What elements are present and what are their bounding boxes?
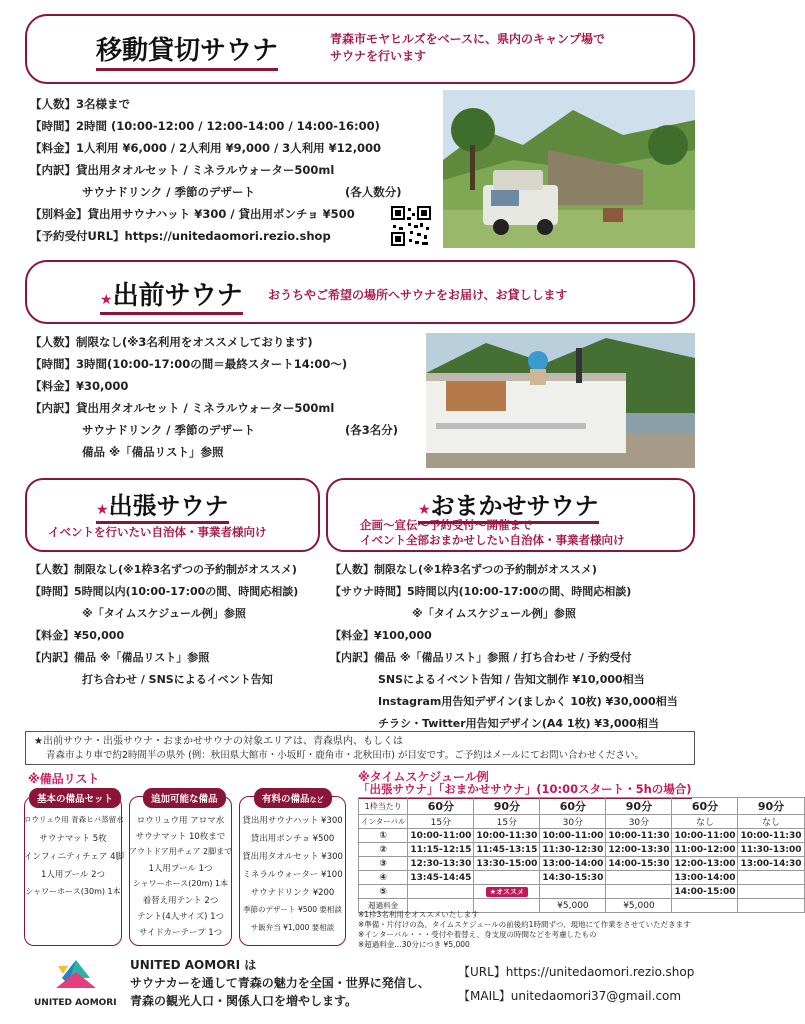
delivery-price: 【料金】¥30,000 [30, 379, 129, 393]
schedule-table [358, 797, 805, 913]
equipment-extra-item: 着替え用テント 2つ [142, 896, 219, 906]
business-time: 【時間】5時間以内(10:00-17:00の間、時間応相談) [30, 585, 299, 598]
time-cell [606, 871, 672, 885]
mobile-price: 【料金】1人利用 ¥6,000 / 2人利用 ¥9,000 / 3人利用 ¥12,000 [30, 141, 382, 155]
interval-value: 30分 [606, 815, 672, 829]
omakase-sauna-title: おまかせサウナ [430, 492, 599, 520]
business-sauna-subtitle: イベントを行いたい自治体・事業者様向け [48, 525, 267, 539]
delivery-contents-note: (各3名分) [345, 423, 399, 437]
logo-text: UNITED AOMORI [34, 998, 117, 1008]
time-cell: 12:00-13:00 [672, 857, 738, 871]
equipment-paid-title-suffix: など [309, 796, 324, 804]
mobile-options: 【別料金】貸出用サウナハット ¥300 / 貸出用ポンチョ ¥500 [30, 207, 355, 221]
equipment-paid-item: 貸出用ポンチョ ¥500 [250, 834, 335, 844]
schedule-heading: ※タイムスケジュール例 [358, 770, 489, 784]
slot-label: 1枠当たり [359, 798, 408, 815]
schedule-note: ※1枠3名利用をオススメいたします [358, 910, 479, 919]
business-time-note: ※「タイムスケジュール例」参照 [82, 607, 246, 620]
time-cell [738, 871, 804, 885]
equipment-basic-item: 1人用プール 2つ [40, 870, 106, 880]
business-sauna-title-wrap [96, 486, 229, 524]
interval-value: 15分 [408, 815, 474, 829]
time-cell: 13:45-14:45 [408, 871, 474, 885]
mobile-time: 【時間】2時間 (10:00-12:00 / 12:00-14:00 / 14:00-16:00) [30, 119, 380, 133]
time-cell [540, 885, 606, 899]
schedule-subheading: 「出張サウナ」「おまかせサウナ」(10:00スタート・5hの場合) [358, 781, 692, 799]
sauna-truck-river-photo [426, 333, 695, 468]
extra-fee [738, 899, 804, 913]
schedule-notes [358, 910, 691, 950]
time-cell: 11:45-13:15 [474, 843, 540, 857]
extra-fee: ¥5,000 [540, 899, 606, 913]
schedule-row [359, 871, 805, 885]
delivery-time: 【時間】3時間(10:00-17:00の間＝最終スタート14:00〜) [30, 357, 348, 371]
time-cell: 11:00-12:00 [672, 843, 738, 857]
extra-fee: ¥5,000 [606, 899, 672, 913]
footer-url[interactable]: 【URL】https://unitedaomori.rezio.shop [458, 965, 695, 979]
star-icon: ★ [100, 292, 113, 308]
equipment-extra-item: サイドカーテープ 1つ [138, 928, 223, 938]
schedule-row [359, 885, 805, 899]
star-icon: ★ [96, 502, 109, 518]
equipment-paid-title-wrap [254, 788, 332, 808]
equipment-basic-list [24, 814, 122, 934]
time-cell: 13:00-14:00 [540, 857, 606, 871]
time-cell: 10:00-11:30 [738, 829, 804, 843]
delivery-contents-3: 備品 ※「備品リスト」参照 [82, 445, 224, 459]
equipment-extra-item: ロウリュウ用 アロマ水 [136, 816, 225, 826]
omakase-time-note: ※「タイムスケジュール例」参照 [412, 607, 576, 620]
delivery-sauna-title-wrap [100, 275, 243, 315]
extra-fee-label: 超過料金 [359, 899, 408, 913]
delivery-contents-2: サウナドリンク / 季節のデザート [82, 423, 255, 437]
time-cell: 10:00-11:00 [540, 829, 606, 843]
footer-line-3: 青森の観光人口・関係人口を増やします。 [130, 994, 358, 1008]
time-cell [408, 885, 474, 899]
time-cell: 14:00-15:30 [606, 857, 672, 871]
footer-mission [130, 956, 430, 1010]
time-cell: 11:30-13:00 [738, 843, 804, 857]
equipment-extra-item: シャワーホース(20m) 1本 [132, 879, 229, 888]
slot-minutes: 60分 [672, 798, 738, 815]
time-cell [738, 885, 804, 899]
recommend-badge: ★オススメ [486, 887, 528, 897]
row-number: ⑤ [359, 885, 408, 899]
united-aomori-logo-icon [46, 958, 106, 996]
interval-value: なし [738, 815, 804, 829]
time-cell: 14:00-15:00 [672, 885, 738, 899]
footer-mail[interactable]: 【MAIL】unitedaomori37@gmail.com [458, 989, 682, 1003]
schedule-note: ※準備・片付けの為、タイムスケジュールの前後約1時間ずつ、現地にて作業をさせていただきます [358, 920, 691, 929]
service-area-note [25, 731, 695, 765]
equipment-extra-item: サウナマット 10枚まで [135, 832, 226, 842]
time-cell: 13:00-14:00 [672, 871, 738, 885]
interval-value: なし [672, 815, 738, 829]
omakase-sauna-subtitle: 企画〜宣伝〜予約受付〜開催まで イベント全部おまかせしたい自治体・事業者様向け [360, 518, 625, 547]
mobile-contents-note: (各人数分) [345, 185, 402, 199]
qr-code-icon[interactable] [390, 205, 432, 247]
slot-minutes: 60分 [408, 798, 474, 815]
equipment-extra-item: アウトドア用チェア 2脚まで [129, 847, 233, 856]
time-cell: 12:00-13:30 [606, 843, 672, 857]
time-cell: 11:30-12:30 [540, 843, 606, 857]
mobile-sauna-subtitle: 青森市モヤヒルズをベースに、県内のキャンプ場で サウナを行います [330, 32, 606, 63]
omakase-contents-4: チラシ・Twitter用告知デザイン(A4 1枚) ¥3,000相当 [378, 717, 659, 730]
time-cell: 12:30-13:30 [408, 857, 474, 871]
equipment-paid-list [239, 814, 346, 939]
time-cell: 13:30-15:00 [474, 857, 540, 871]
delivery-sauna-title: 出前サウナ [112, 281, 243, 311]
sauna-car-camp-photo [443, 90, 695, 248]
omakase-people: 【人数】制限なし(※1枠3名ずつの予約制がオススメ) [330, 563, 597, 576]
business-people: 【人数】制限なし(※1枠3名ずつの予約制がオススメ) [30, 563, 297, 576]
time-cell: 10:00-11:00 [672, 829, 738, 843]
equipment-basic-item: インフィニティチェア 4脚 [24, 852, 124, 862]
delivery-sauna-subtitle: おうちやご希望の場所へサウナをお届け、お貸しします [268, 288, 568, 302]
equipment-paid-item: 季節のデザート ¥500 要相談 [243, 905, 342, 914]
time-cell: 14:30-15:30 [540, 871, 606, 885]
equipment-paid-item: サウナドリンク ¥200 [250, 888, 335, 898]
time-cell: 10:00-11:00 [408, 829, 474, 843]
footer-brand-line: UNITED AOMORI は [130, 958, 257, 972]
equipment-list-heading: ※備品リスト [28, 772, 100, 786]
omakase-contents-3: Instagram用告知デザイン(ましかく 10枚) ¥30,000相当 [378, 695, 678, 708]
schedule-row [359, 843, 805, 857]
time-cell [606, 885, 672, 899]
equipment-paid-title: 有料の備品 [262, 794, 310, 805]
row-number: ③ [359, 857, 408, 871]
omakase-contents-2: SNSによるイベント告知 / 告知文制作 ¥10,000相当 [378, 673, 645, 686]
equipment-basic-item: シャワーホース(30m) 1本 [25, 887, 121, 896]
schedule-note: ※超過料金…30分につき ¥5,000 [358, 940, 470, 949]
business-contents-2: 打ち合わせ / SNSによるイベント告知 [82, 673, 273, 686]
interval-label: インターバル [359, 815, 408, 829]
business-price: 【料金】¥50,000 [30, 629, 125, 642]
mobile-contents-2: サウナドリンク / 季節のデザート [82, 185, 255, 199]
equipment-extra-list [129, 814, 232, 944]
mobile-reservation-url[interactable]: 【予約受付URL】https://unitedaomori.rezio.shop [30, 229, 331, 243]
mobile-contents: 【内訳】貸出用タオルセット / ミネラルウォーター500ml [30, 163, 335, 177]
slot-minutes: 90分 [606, 798, 672, 815]
row-number: ② [359, 843, 408, 857]
time-cell: 11:15-12:15 [408, 843, 474, 857]
equipment-extra-item: 1人用プール 1つ [148, 864, 213, 874]
equipment-basic-title: 基本の備品セット [29, 788, 121, 808]
time-cell: 13:00-14:30 [738, 857, 804, 871]
omakase-time: 【サウナ時間】5時間以内(10:00-17:00の間、時間応相談) [330, 585, 632, 598]
slot-minutes: 60分 [540, 798, 606, 815]
time-cell [474, 885, 540, 899]
equipment-basic-item: サウナマット 5枚 [39, 834, 107, 844]
interval-value: 15分 [474, 815, 540, 829]
equipment-paid-item: 貸出用タオルセット ¥300 [242, 852, 343, 862]
delivery-people: 【人数】制限なし(※3名利用をオススメしております) [30, 335, 313, 349]
equipment-extra-title: 追加可能な備品 [143, 788, 226, 808]
schedule-note: ※インターバル・・・受付や着替え、身支度の時間などを考慮したもの [358, 930, 597, 939]
business-contents: 【内訳】備品 ※「備品リスト」参照 [30, 651, 210, 664]
mobile-people: 【人数】3名様まで [30, 97, 131, 111]
omakase-price: 【料金】¥100,000 [330, 629, 432, 642]
equipment-paid-item: 貸出用サウナハット ¥300 [242, 816, 343, 826]
star-icon: ★ [418, 502, 431, 518]
row-number: ① [359, 829, 408, 843]
time-cell [474, 871, 540, 885]
equipment-paid-item: サ飯弁当 ¥1,000 要相談 [250, 923, 335, 932]
equipment-basic-item: ロウリュウ用 青森ヒバ蒸留水 [24, 815, 124, 824]
schedule-interval-row [359, 815, 805, 829]
delivery-contents: 【内訳】貸出用タオルセット / ミネラルウォーター500ml [30, 401, 335, 415]
schedule-slot-row [359, 798, 805, 815]
schedule-row [359, 857, 805, 871]
schedule-row [359, 829, 805, 843]
omakase-contents: 【内訳】備品 ※「備品リスト」参照 / 打ち合わせ / 予約受付 [330, 651, 632, 664]
footer-line-2: サウナカーを通して青森の魅力を全国・世界に発信し、 [130, 976, 430, 990]
interval-value: 30分 [540, 815, 606, 829]
mobile-sauna-title: 移動貸切サウナ [96, 30, 278, 71]
business-sauna-title: 出張サウナ [108, 492, 229, 520]
area-note-line-1: ★出前サウナ・出張サウナ・おまかせサウナの対象エリアは、青森県内、もしくは [34, 736, 403, 747]
time-cell: 10:00-11:30 [606, 829, 672, 843]
equipment-paid-item: ミネラルウォーター ¥100 [242, 870, 343, 880]
row-number: ④ [359, 871, 408, 885]
equipment-extra-item: テント(4人サイズ) 1つ [136, 912, 225, 922]
time-cell: 10:00-11:30 [474, 829, 540, 843]
area-note-line-2: 青森市より車で約2時間半の県外 (例：秋田県大館市・小坂町・鹿角市・北秋田市) が目安です。ご予約はメールにてお問い合わせください。 [46, 750, 645, 761]
slot-minutes: 90分 [738, 798, 804, 815]
slot-minutes: 90分 [474, 798, 540, 815]
